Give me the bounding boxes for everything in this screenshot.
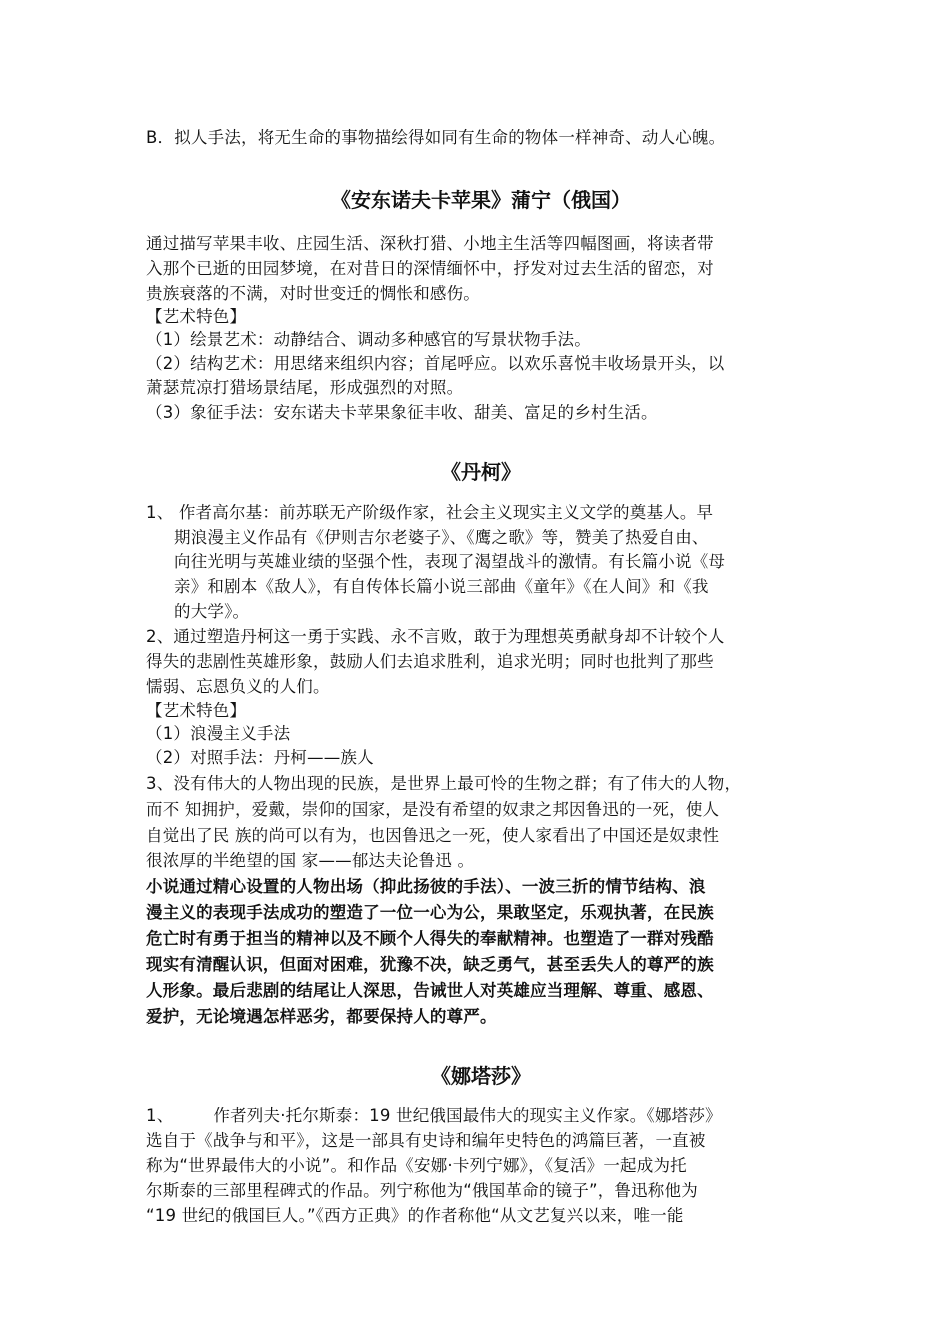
text-line: 萧瑟荒凉打猎场景结尾，形成强烈的对照。 [146,378,464,397]
text-line: B．拟人手法，将无生命的事物描绘得如同有生命的物体一样神奇、动人心魄。 [146,128,726,147]
section-title-anton: 《安东诺夫卡苹果》蒲宁（俄国） [331,188,631,212]
bold-text-line: 爱护，无论境遇怎样恶劣，都要保持人的尊严。 [146,1007,497,1026]
text-line: （2）对照手法：丹柯——族人 [146,748,374,767]
bold-text-line: 小说通过精心设置的人物出场（抑此扬彼的手法）、一波三折的情节结构、浪 [146,877,706,896]
list-number: 1、 [146,1106,174,1125]
text-line: 1、 作者高尔基：前苏联无产阶级作家，社会主义现实主义文学的奠基人。早 [146,503,714,522]
bold-text-line: 漫主义的表现手法成功的塑造了一位一心为公，果敢坚定，乐观执著，在民族 [146,903,714,922]
text-line: 向往光明与英雄业绩的坚强个性，表现了渴望战斗的激情。有长篇小说《母 [174,552,726,571]
text-line: 贵族衰落的不满，对时世变迁的惆怅和感伤。 [146,284,480,303]
text-line: 的大学》。 [174,602,250,621]
bold-text-line: 人形象。最后悲剧的结尾让人深思，告诫世人对英雄应当理解、尊重、感恩、 [146,981,714,1000]
bold-text-line: 危亡时有勇于担当的精神以及不顾个人得失的奉献精神。也塑造了一群对残酷 [146,929,714,948]
text-line: 很浓厚的半绝望的国 家——郁达夫论鲁迅 。 [146,851,475,870]
text-line: 尔斯泰的三部里程碑式的作品。列宁称他为“俄国革命的镜子”，鲁迅称他为 [146,1181,698,1200]
text-line: 【艺术特色】 [146,701,247,720]
text-line: （2）结构艺术：用思绪来组织内容；首尾呼应。以欢乐喜悦丰收场景开头，以 [146,354,725,373]
text-line: 3、没有伟大的人物出现的民族，是世界上最可怜的生物之群；有了伟大的人物， [146,774,742,793]
text-line: 通过描写苹果丰收、庄园生活、深秋打猎、小地主生活等四幅图画，将读者带 [146,234,714,253]
text-line: （1）绘景艺术：动静结合、调动多种感官的写景状物手法。 [146,330,591,349]
text-line: 期浪漫主义作品有《伊则吉尔老婆子》、《鹰之歌》等，赞美了热爱自由、 [174,528,709,547]
text-line: “19 世纪的俄国巨人。”《西方正典》的作者称他“从文艺复兴以来，唯一能 [146,1206,684,1225]
text-line: 自觉出了民 族的尚可以有为，也因鲁迅之一死，使人家看出了中国还是奴隶性 [146,826,720,845]
text-line: 2、通过塑造丹柯这一勇于实践、永不言败，敢于为理想英勇献身却不计较个人 [146,627,725,646]
text-line: 选自于《战争与和平》，这是一部具有史诗和编年史特色的鸿篇巨著，一直被 [146,1131,706,1150]
section-title-natasha: 《娜塔莎》 [431,1064,531,1088]
text-line: 得失的悲剧性英雄形象，鼓励人们去追求胜利，追求光明；同时也批判了那些 [146,652,714,671]
text-line: 懦弱、忘恩负义的人们。 [146,677,330,696]
text-line: 入那个已逝的田园梦境，在对昔日的深情缅怀中，抒发对过去生活的留恋，对 [146,259,714,278]
section-title-danke: 《丹柯》 [441,460,521,484]
text-line: （3）象征手法：安东诺夫卡苹果象征丰收、甜美、富足的乡村生活。 [146,403,658,422]
bold-text-line: 现实有清醒认识，但面对困难，犹豫不决，缺乏勇气，甚至丢失人的尊严的族 [146,955,714,974]
text-line: （1）浪漫主义手法 [146,724,291,743]
text-line: 而不 知拥护，爱戴，崇仰的国家，是没有希望的奴隶之邦因鲁迅的一死，使人 [146,800,720,819]
text-line: 称为“世界最伟大的小说”。和作品《安娜·卡列宁娜》，《复活》一起成为托 [146,1156,687,1175]
text-line: 亲》和剧本《敌人》，有自传体长篇小说三部曲《童年》《在人间》和《我 [174,577,709,596]
text-line [146,1103,816,1128]
list-text: 作者列夫·托尔斯泰：19 世纪俄国最伟大的现实主义作家。《娜塔莎》 [213,1106,722,1125]
text-line: 【艺术特色】 [146,307,247,326]
